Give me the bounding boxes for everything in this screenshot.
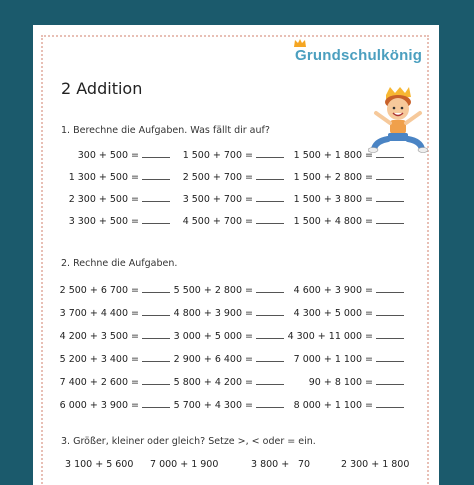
comparison-term: 3 800 + [251, 459, 290, 470]
answer-blank[interactable] [256, 179, 284, 180]
answer-blank[interactable] [376, 157, 404, 158]
worksheet [33, 25, 439, 485]
answer-blank[interactable] [376, 292, 404, 293]
task: 1 500 + 700 = [167, 150, 284, 161]
task: 3 500 + 700 = [167, 194, 284, 205]
task: 4 500 + 700 = [167, 216, 284, 227]
answer-blank[interactable] [376, 338, 404, 339]
answer-blank[interactable] [142, 384, 170, 385]
answer-blank[interactable] [256, 361, 284, 362]
answer-blank[interactable] [376, 223, 404, 224]
task: 1 300 + 500 = [53, 172, 170, 183]
brand-logo: Grundschulkönig [295, 47, 423, 64]
task: 90 + 8 100 = [287, 377, 404, 388]
answer-blank[interactable] [142, 338, 170, 339]
task: 5 800 + 4 200 = [167, 377, 284, 388]
answer-blank[interactable] [256, 223, 284, 224]
task: 300 + 500 = [53, 150, 170, 161]
section-3-heading: 3. Größer, kleiner oder gleich? Setze >, < oder = ein. [61, 436, 316, 447]
task: 1 500 + 1 800 = [287, 150, 404, 161]
task: 8 000 + 1 100 = [287, 400, 404, 411]
answer-blank[interactable] [376, 407, 404, 408]
answer-blank[interactable] [376, 384, 404, 385]
task: 5 200 + 3 400 = [53, 354, 170, 365]
task: 2 500 + 700 = [167, 172, 284, 183]
page-title: 2 Addition [61, 79, 143, 98]
answer-blank[interactable] [256, 201, 284, 202]
task: 2 500 + 6 700 = [53, 285, 170, 296]
crown-icon [294, 39, 306, 47]
answer-blank[interactable] [142, 361, 170, 362]
answer-blank[interactable] [142, 292, 170, 293]
answer-blank[interactable] [376, 179, 404, 180]
answer-blank[interactable] [142, 407, 170, 408]
comparison-term: 2 300 + 1 800 [341, 459, 410, 470]
answer-blank[interactable] [376, 361, 404, 362]
task: 1 500 + 2 800 = [287, 172, 404, 183]
answer-blank[interactable] [142, 201, 170, 202]
boy-illustration-icon [368, 87, 428, 153]
answer-blank[interactable] [256, 315, 284, 316]
answer-blank[interactable] [256, 157, 284, 158]
answer-blank[interactable] [256, 384, 284, 385]
task: 1 500 + 3 800 = [287, 194, 404, 205]
task: 4 300 + 5 000 = [287, 308, 404, 319]
answer-blank[interactable] [376, 315, 404, 316]
answer-blank[interactable] [256, 407, 284, 408]
comparison-term: 7 000 + 1 900 [150, 459, 219, 470]
task: 4 200 + 3 500 = [53, 331, 170, 342]
answer-blank[interactable] [256, 292, 284, 293]
answer-blank[interactable] [142, 179, 170, 180]
task: 7 400 + 2 600 = [53, 377, 170, 388]
task: 4 600 + 3 900 = [287, 285, 404, 296]
task: 3 000 + 5 000 = [167, 331, 284, 342]
task: 6 000 + 3 900 = [53, 400, 170, 411]
section-1-heading: 1. Berechne die Aufgaben. Was fällt dir auf? [61, 125, 270, 136]
task: 4 800 + 3 900 = [167, 308, 284, 319]
comparison-term: 70 [298, 459, 311, 470]
comparison-term: 3 100 + 5 600 [65, 459, 134, 470]
answer-blank[interactable] [256, 338, 284, 339]
answer-blank[interactable] [142, 315, 170, 316]
task: 7 000 + 1 100 = [287, 354, 404, 365]
task: 3 700 + 4 400 = [53, 308, 170, 319]
answer-blank[interactable] [142, 157, 170, 158]
task: 1 500 + 4 800 = [287, 216, 404, 227]
answer-blank[interactable] [376, 201, 404, 202]
section-2-heading: 2. Rechne die Aufgaben. [61, 258, 178, 269]
answer-blank[interactable] [142, 223, 170, 224]
task: 5 500 + 2 800 = [167, 285, 284, 296]
task: 2 300 + 500 = [53, 194, 170, 205]
task: 2 900 + 6 400 = [167, 354, 284, 365]
task: 3 300 + 500 = [53, 216, 170, 227]
task: 4 300 + 11 000 = [287, 331, 404, 342]
task: 5 700 + 4 300 = [167, 400, 284, 411]
